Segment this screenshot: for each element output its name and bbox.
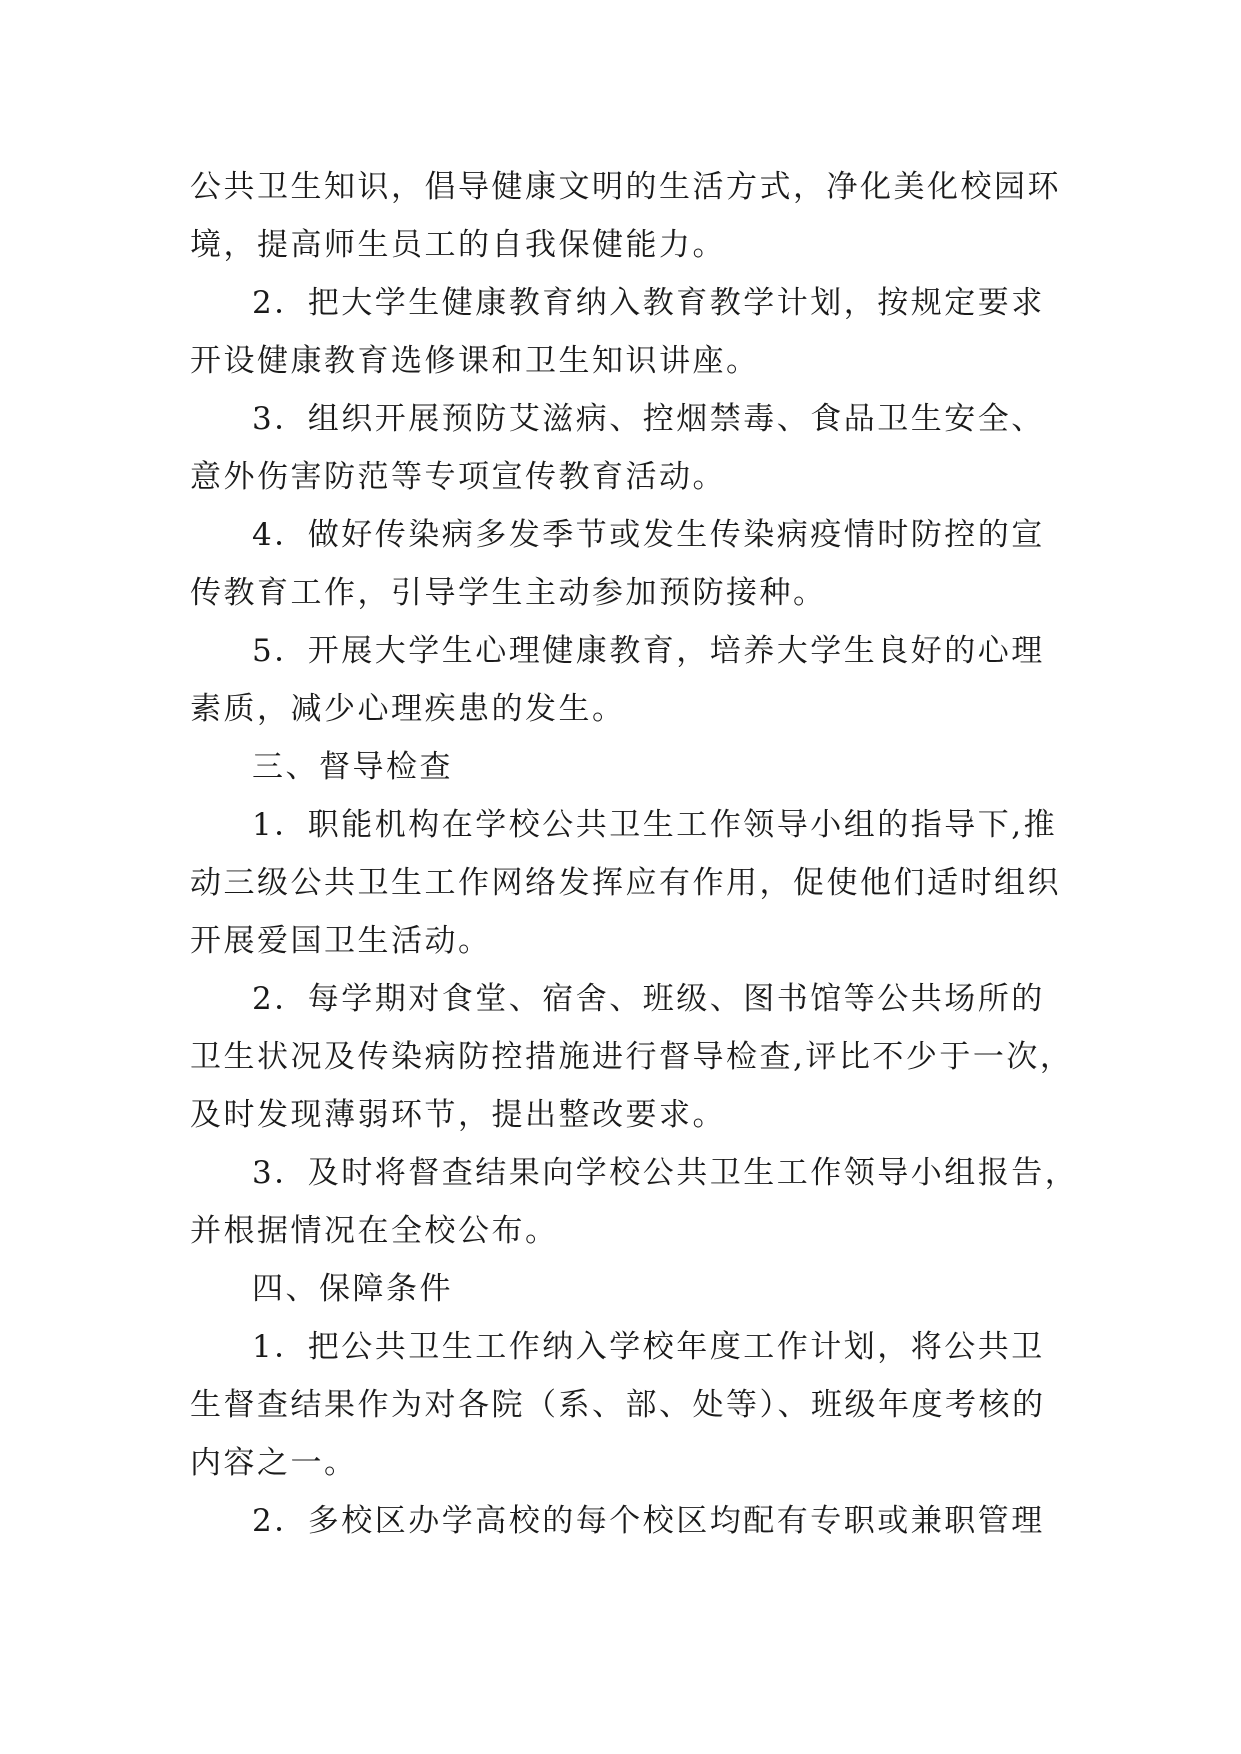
- text-line: 境，提高师生员工的自我保健能力。: [190, 227, 726, 263]
- document-body: [190, 158, 1079, 1550]
- text-line: 内容之一。: [190, 1445, 358, 1481]
- text-line: 动三级公共卫生工作网络发挥应有作用，促使他们适时组织: [190, 865, 1061, 901]
- text-line: 四、保障条件: [252, 1271, 453, 1307]
- text-line: 三、督导检查: [252, 749, 453, 785]
- text-line: 传教育工作，引导学生主动参加预防接种。: [190, 575, 827, 611]
- text-line: 3．组织开展预防艾滋病、控烟禁毒、食品卫生安全、: [252, 401, 1045, 437]
- text-line: 2．每学期对食堂、宿舍、班级、图书馆等公共场所的: [252, 981, 1045, 1017]
- text-line: 1．职能机构在学校公共卫生工作领导小组的指导下,推: [252, 807, 1058, 843]
- text-line: 卫生状况及传染病防控措施进行督导检查,评比不少于一次，: [190, 1039, 1074, 1075]
- text-line: 2．多校区办学高校的每个校区均配有专职或兼职管理: [252, 1503, 1045, 1539]
- text-line: 公共卫生知识，倡导健康文明的生活方式，净化美化校园环: [190, 169, 1061, 205]
- text-line: 生督查结果作为对各院（系、部、处等）、班级年度考核的: [190, 1387, 1046, 1423]
- text-line: 3．及时将督查结果向学校公共卫生工作领导小组报告，: [252, 1155, 1079, 1191]
- text-line: 2．把大学生健康教育纳入教育教学计划，按规定要求: [252, 285, 1045, 321]
- text-line: 开设健康教育选修课和卫生知识讲座。: [190, 343, 760, 379]
- text-line: 开展爱国卫生活动。: [190, 923, 492, 959]
- text-line: 并根据情况在全校公布。: [190, 1213, 559, 1249]
- text-line: 4．做好传染病多发季节或发生传染病疫情时防控的宣: [252, 517, 1045, 553]
- text-line: 5．开展大学生心理健康教育，培养大学生良好的心理: [252, 633, 1045, 669]
- text-line: 1．把公共卫生工作纳入学校年度工作计划，将公共卫: [252, 1329, 1045, 1365]
- text-line: 意外伤害防范等专项宣传教育活动。: [190, 459, 726, 495]
- text-line: 及时发现薄弱环节，提出整改要求。: [190, 1097, 726, 1133]
- text-line: 素质，减少心理疾患的发生。: [190, 691, 626, 727]
